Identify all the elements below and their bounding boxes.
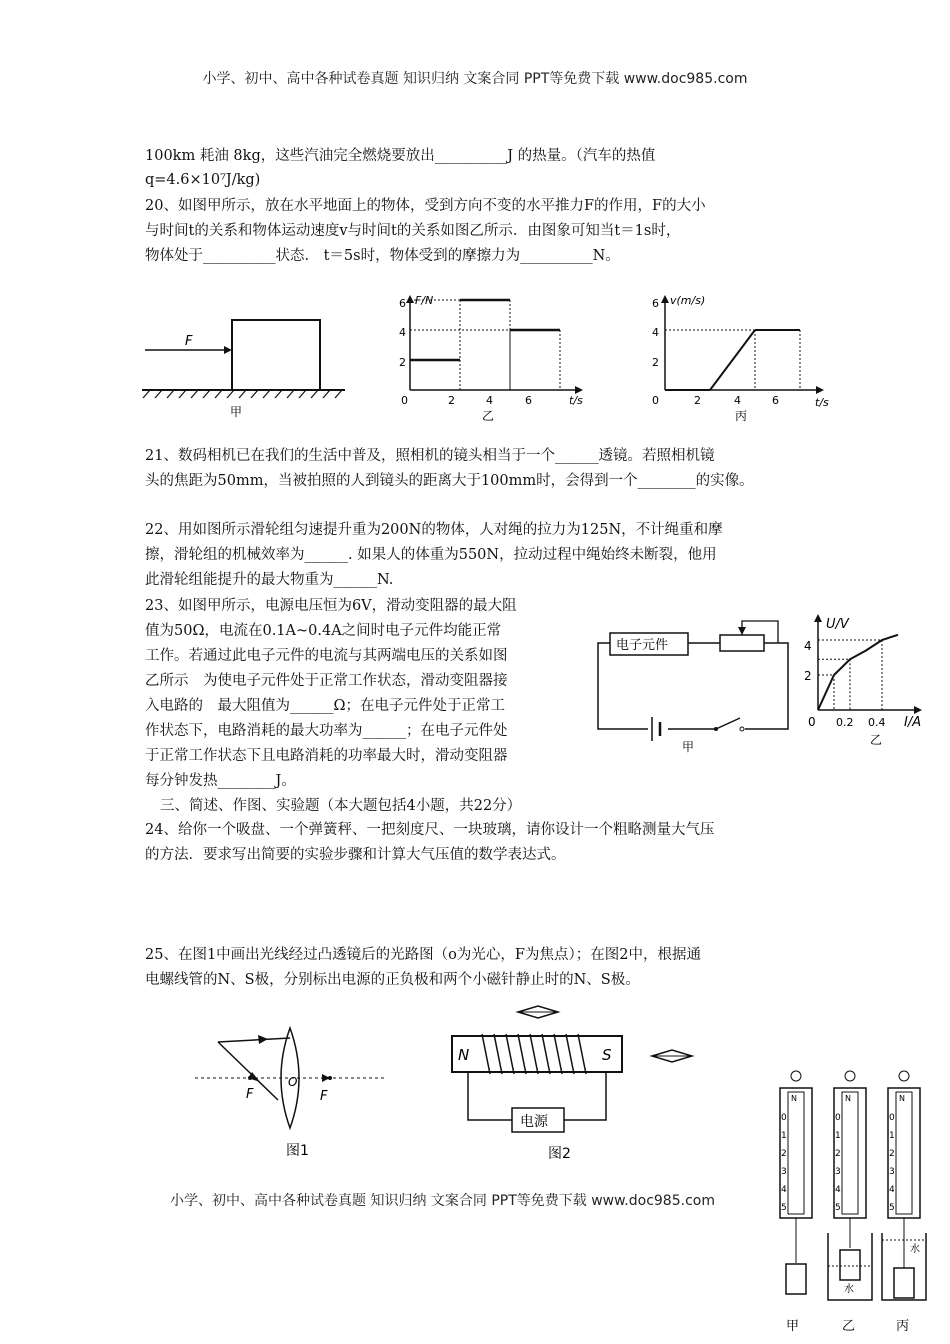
svg-text:5: 5 — [835, 1203, 841, 1213]
focus-right: F — [320, 1089, 328, 1104]
q23-line5: 入电路的 最大阻值为______Ω；在电子元件处于正常工 — [145, 698, 506, 714]
component-label: 电子元件 — [616, 638, 669, 653]
spring-scale-yi — [828, 1071, 872, 1334]
q23-graph-ytick: 2 — [804, 669, 812, 683]
svg-text:2: 2 — [781, 1149, 787, 1159]
spring-scale-jia — [780, 1071, 812, 1334]
q23-graph-xtick: 0.4 — [868, 716, 886, 729]
block — [232, 320, 320, 390]
pole-n: N — [458, 1046, 470, 1064]
fig-yi-caption: 乙 — [482, 409, 495, 423]
q23-circuit — [590, 615, 805, 755]
q23-line8: 每分钟发热________J。 — [145, 773, 296, 789]
q25-fig2 — [440, 1000, 710, 1170]
svg-text:0: 0 — [889, 1113, 895, 1123]
fig-bing-ylabel: v(m/s) — [670, 294, 706, 307]
q21-line2: 头的焦距为50mm，当被拍照的人到镜头的距离大于100mm时，会得到一个________的实像。 — [145, 473, 754, 489]
svg-text:3: 3 — [889, 1167, 895, 1177]
fig-yi-xtick: 0 — [401, 394, 408, 407]
series-line — [818, 635, 898, 710]
svg-text:4: 4 — [781, 1185, 787, 1195]
svg-text:甲: 甲 — [786, 1319, 800, 1334]
svg-text:5: 5 — [781, 1203, 787, 1213]
svg-text:乙: 乙 — [842, 1319, 856, 1334]
svg-text:3: 3 — [781, 1167, 787, 1177]
svg-text:N: N — [845, 1094, 851, 1103]
q24-line2: 的方法．要求写出简要的实验步骤和计算大气压值的数学表达式。 — [145, 847, 566, 863]
q22-line2: 擦，滑轮组的机械效率为______. 如果人的体重为550N，拉动过程中绳始终未断裂，他用 — [145, 547, 717, 563]
fig-bing-xtick: 4 — [734, 394, 741, 407]
q20-fig-yi — [385, 290, 600, 425]
q25-fig1 — [190, 1020, 390, 1160]
q23-graph-plot — [818, 635, 898, 710]
page-header: 小学、初中、高中各种试卷真题 知识归纳 文案合同 PPT等免费下载 www.doc985.com — [202, 71, 748, 87]
circuit-loop — [598, 643, 788, 729]
q20-fig-jia — [140, 310, 360, 422]
fig-bing-ytick: 6 — [652, 297, 659, 310]
pole-s: S — [602, 1046, 612, 1064]
q23-line1: 23、如图甲所示，电源电压恒为6V，滑动变阻器的最大阻 — [145, 598, 517, 614]
q23-line7: 于正常工作状态下且电路消耗的功率最大时，滑动变阻器 — [145, 748, 508, 764]
fig-yi-ylabel: F/N — [415, 294, 434, 307]
fig-bing-ytick: 2 — [652, 356, 659, 369]
fig-bing-plot — [665, 330, 800, 390]
svg-text:2: 2 — [835, 1149, 841, 1159]
fig-jia-caption: 甲 — [230, 405, 243, 419]
q23-line2: 值为50Ω，电流在0.1A~0.4A之间时电子元件均能正常 — [145, 623, 502, 639]
svg-text:N: N — [791, 1094, 797, 1103]
fig-bing-xlabel: t/s — [815, 396, 829, 409]
circuit-caption: 甲 — [682, 740, 695, 754]
svg-text:4: 4 — [889, 1185, 895, 1195]
page-footer: 小学、初中、高中各种试卷真题 知识归纳 文案合同 PPT等免费下载 www.doc985.com — [170, 1193, 715, 1209]
fig-yi-plot — [410, 300, 560, 390]
optical-center: O — [288, 1075, 298, 1089]
svg-text:2: 2 — [889, 1149, 895, 1159]
q20-line1: 20、如图甲所示，放在水平地面上的物体，受到方向不变的水平推力F的作用，F的大小 — [145, 198, 706, 214]
svg-text:1: 1 — [889, 1131, 895, 1141]
q19-line1: 100km 耗油 8kg，这些汽油完全燃烧要放出__________J 的热量。（汽车的热值 — [145, 148, 656, 164]
rheostat — [720, 635, 764, 651]
fig-bing-xtick: 2 — [694, 394, 701, 407]
q25-line1: 25、在图1中画出光线经过凸透镜后的光路图（o为光心，F为焦点）；在图2中，根据通 — [145, 947, 701, 963]
svg-text:5: 5 — [889, 1203, 895, 1213]
fig-bing-ytick: 4 — [652, 326, 659, 339]
svg-text:3: 3 — [835, 1167, 841, 1177]
force-label: F — [185, 334, 193, 349]
svg-text:0: 0 — [781, 1113, 787, 1123]
q23-graph-xtick: 0 — [808, 715, 816, 729]
svg-text:水: 水 — [910, 1244, 920, 1255]
q21-line1: 21、数码相机已在我们的生活中普及，照相机的镜头相当于一个______透镜。若照相机镜 — [145, 448, 715, 464]
svg-text:N: N — [899, 1094, 905, 1103]
q23-graph-xtick: 0.2 — [836, 716, 854, 729]
power-source-label: 电源 — [520, 1114, 548, 1130]
q23-graph-ylabel: U/V — [826, 617, 849, 632]
fig-bing-xtick: 6 — [772, 394, 779, 407]
fig1-caption: 图1 — [286, 1143, 309, 1159]
q23-graph — [800, 608, 935, 758]
svg-text:1: 1 — [835, 1131, 841, 1141]
section3-title: 三、简述、作图、实验题（本大题包括4小题，共22分） — [160, 798, 522, 814]
svg-text:1: 1 — [781, 1131, 787, 1141]
ray-1 — [218, 1038, 290, 1042]
spring-scale-bing — [882, 1071, 926, 1334]
fig-bing-caption: 丙 — [735, 409, 748, 423]
q22-line3: 此滑轮组能提升的最大物重为______N. — [145, 572, 394, 588]
svg-text:丙: 丙 — [896, 1319, 910, 1334]
fig-yi-xlabel: t/s — [569, 394, 583, 407]
focus-left: F — [246, 1087, 254, 1102]
q23-graph-ytick: 4 — [804, 639, 812, 653]
q23-line3: 工作。若通过此电子元件的电流与其两端电压的关系如图 — [145, 648, 508, 664]
fig-bing-xtick: 0 — [652, 394, 659, 407]
q20-line3: 物体处于__________状态. t＝5s时，物体受到的摩擦力为__________N。 — [145, 248, 620, 264]
fig-yi-xtick: 2 — [448, 394, 455, 407]
q24-line1: 24、给你一个吸盘、一个弹簧秤、一把刻度尺、一块玻璃，请你设计一个粗略测量大气压 — [145, 822, 715, 838]
fig-yi-xtick: 4 — [486, 394, 493, 407]
q23-line6: 作状态下，电路消耗的最大功率为______；在电子元件处 — [145, 723, 508, 739]
spring-scales-figure — [770, 1068, 950, 1344]
fig-yi-ytick: 2 — [399, 356, 406, 369]
q25-line2: 电螺线管的N、S极，分别标出电源的正负极和两个小磁针静止时的N、S极。 — [145, 972, 640, 988]
svg-text:0: 0 — [835, 1113, 841, 1123]
svg-text:4: 4 — [835, 1185, 841, 1195]
fig2-caption: 图2 — [548, 1146, 571, 1162]
svg-text:水: 水 — [844, 1284, 854, 1295]
q23-line4: 乙所示 为使电子元件处于正常工作状态，滑动变阻器接 — [145, 673, 508, 689]
q23-graph-caption: 乙 — [870, 733, 883, 747]
q22-line1: 22、用如图所示滑轮组匀速提升重为200N的物体，人对绳的拉力为125N，不计绳重和摩 — [145, 522, 723, 538]
series-segment — [710, 330, 755, 390]
fig-yi-xtick: 6 — [525, 394, 532, 407]
fig-yi-ytick: 6 — [399, 297, 406, 310]
q23-graph-xlabel: I/A — [904, 715, 922, 730]
fig-yi-ytick: 4 — [399, 326, 406, 339]
q20-line2: 与时间t的关系和物体运动速度v与时间t的关系如图乙所示．由图象可知当t＝1s时， — [145, 223, 681, 239]
q19-line2: q=4.6×10⁷J/kg) — [145, 172, 261, 188]
q20-fig-bing — [640, 290, 840, 425]
